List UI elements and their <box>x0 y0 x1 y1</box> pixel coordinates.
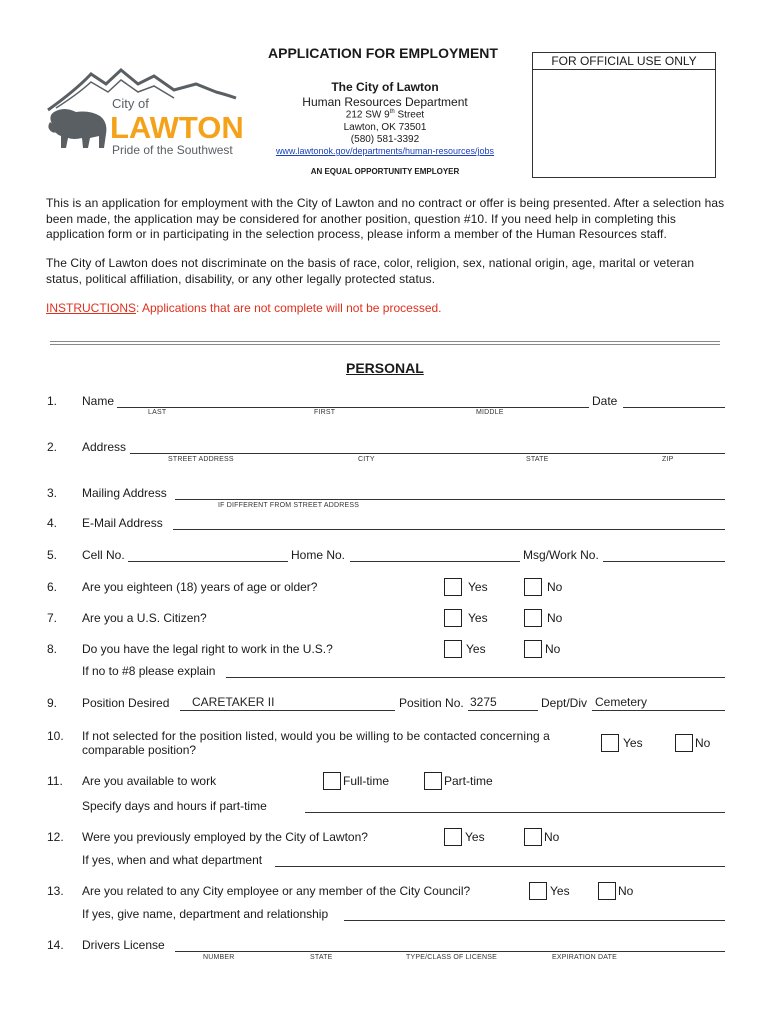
q4-label: E-Mail Address <box>82 516 163 530</box>
q1-label: Name <box>82 394 115 408</box>
logo-tagline: Pride of the Southwest <box>112 143 233 157</box>
home-label: Home No. <box>291 548 346 562</box>
sub-license-state: STATE <box>310 954 333 961</box>
q7-label: Are you a U.S. Citizen? <box>82 611 207 625</box>
q10-no-checkbox[interactable] <box>675 734 693 752</box>
q7-no-checkbox[interactable] <box>524 609 542 627</box>
q12-label: Were you previously employed by the City of Lawton? <box>82 830 368 844</box>
street: 212 SW 9 <box>345 109 390 121</box>
q12-followup-label: If yes, when and what department <box>82 853 263 867</box>
position-desired-label: Position Desired <box>82 696 170 710</box>
position-no-label: Position No. <box>399 696 464 710</box>
q3-number: 3. <box>47 486 58 500</box>
address-field[interactable] <box>130 453 725 454</box>
q6-yes-label: Yes <box>468 580 488 594</box>
q14-label: Drivers License <box>82 938 165 952</box>
instructions-label: INSTRUCTIONS <box>46 301 136 315</box>
home-field[interactable] <box>350 561 520 562</box>
q10-no-label: No <box>695 736 711 750</box>
dept-div-value: Cemetery <box>595 695 648 709</box>
q8-explain-label: If no to #8 please explain <box>82 664 216 678</box>
q11-number: 11. <box>47 774 63 788</box>
q13-label: Are you related to any City employee or any member of the City Council? <box>82 884 471 898</box>
q2-label: Address <box>82 440 127 454</box>
logo-lawton: LAWTON <box>110 110 244 145</box>
sub-street: STREET ADDRESS <box>168 456 234 463</box>
q12-no-label: No <box>544 830 560 844</box>
work-label: Msg/Work No. <box>523 548 599 562</box>
q8-no-checkbox[interactable] <box>524 640 542 658</box>
street-address <box>260 109 510 120</box>
sub-city: CITY <box>358 456 375 463</box>
email-field[interactable] <box>173 529 725 530</box>
q14-number: 14. <box>47 938 64 952</box>
sub-license-type: TYPE/CLASS OF LICENSE <box>406 954 497 961</box>
work-field[interactable] <box>603 561 725 562</box>
city-state-zip: Lawton, OK 73501 <box>343 122 427 133</box>
dept-div-label: Dept/Div <box>541 696 588 710</box>
position-no-field[interactable] <box>468 710 538 711</box>
q10-number: 10. <box>47 729 64 743</box>
q13-yes-checkbox[interactable] <box>529 882 547 900</box>
q11-label: Are you available to work <box>82 774 217 788</box>
fulltime-label: Full-time <box>343 774 390 788</box>
intro-paragraph-2: The City of Lawton does not discriminate on the basis of race, color, religion, sex, national origin, age, marital or veteran status, political affiliation, disability, or any other legally protected status. <box>46 256 695 286</box>
bison-icon <box>48 109 106 148</box>
q6-no-label: No <box>547 580 563 594</box>
official-use-label: FOR OFFICIAL USE ONLY <box>533 53 715 70</box>
q7-number: 7. <box>47 611 58 625</box>
intro-paragraph-1: This is an application for employment with the City of Lawton and no contract or offer is being presented. After a selection has been made, the application may be considered for another position, question #10. If you need help in completing this application form or in participating in the selection process, please inform a member of the Human Resources staff. <box>46 196 725 241</box>
mailing-address-field[interactable] <box>175 499 725 500</box>
q7-yes-checkbox[interactable] <box>444 609 462 627</box>
official-use-box <box>532 52 716 178</box>
position-desired-field[interactable] <box>180 710 395 711</box>
q5-number: 5. <box>47 548 58 562</box>
cell-field[interactable] <box>128 561 288 562</box>
q10-line1: If not selected for the position listed, would you be willing to be contacted concerning a <box>82 729 550 743</box>
q7-no-label: No <box>547 611 563 625</box>
drivers-license-field[interactable] <box>175 951 725 952</box>
q12-no-checkbox[interactable] <box>524 828 542 846</box>
date-field[interactable] <box>623 407 725 408</box>
q1-number: 1. <box>47 394 58 408</box>
dept-div-field[interactable] <box>592 710 725 711</box>
q8-number: 8. <box>47 642 58 656</box>
instructions-text: : Applications that are not complete will not be processed. <box>136 301 442 315</box>
sub-first: FIRST <box>314 409 336 416</box>
section-divider <box>50 341 720 345</box>
q6-label: Are you eighteen (18) years of age or older? <box>82 580 318 594</box>
q4-number: 4. <box>47 516 58 530</box>
sub-state: STATE <box>526 456 549 463</box>
sub-mailing: IF DIFFERENT FROM STREET ADDRESS <box>218 502 360 509</box>
parttime-checkbox[interactable] <box>424 772 442 790</box>
q13-number: 13. <box>47 884 64 898</box>
department: Human Resources Department <box>302 95 468 109</box>
cell-label: Cell No. <box>82 548 125 562</box>
parttime-specify-field[interactable] <box>305 812 725 813</box>
q8-yes-label: Yes <box>466 642 486 656</box>
q10-yes-checkbox[interactable] <box>601 734 619 752</box>
q10-yes-label: Yes <box>623 736 643 750</box>
q13-followup-field[interactable] <box>344 920 725 921</box>
q8-no-label: No <box>545 642 561 656</box>
section-title-personal: PERSONAL <box>346 360 424 376</box>
parttime-specify-label: Specify days and hours if part-time <box>82 799 267 813</box>
street-sup: th <box>389 109 395 115</box>
sub-license-exp: EXPIRATION DATE <box>552 954 617 961</box>
org-name: The City of Lawton <box>331 80 439 94</box>
instructions <box>46 301 442 315</box>
eeo-statement: AN EQUAL OPPORTUNITY EMPLOYER <box>310 167 460 176</box>
position-no-value: 3275 <box>470 695 497 709</box>
phone: (580) 581-3392 <box>350 134 420 145</box>
q13-followup-label: If yes, give name, department and relationship <box>82 907 329 921</box>
q6-number: 6. <box>47 580 58 594</box>
q10-line2: comparable position? <box>82 743 197 757</box>
name-field[interactable] <box>117 407 589 408</box>
jobs-link[interactable]: www.lawtonok.gov/departments/human-resources/jobs <box>275 146 495 156</box>
city-of-lawton-logo <box>46 62 246 157</box>
sub-last: LAST <box>148 409 167 416</box>
q3-label: Mailing Address <box>82 486 167 500</box>
parttime-label: Part-time <box>444 774 493 788</box>
q12-followup-field[interactable] <box>275 866 725 867</box>
q12-yes-label: Yes <box>465 830 485 844</box>
date-label: Date <box>592 394 618 408</box>
q13-no-checkbox[interactable] <box>598 882 616 900</box>
q8-explain-field[interactable] <box>226 677 725 678</box>
position-desired-value: CARETAKER II <box>192 695 275 709</box>
fulltime-checkbox[interactable] <box>323 772 341 790</box>
sub-license-number: NUMBER <box>203 954 235 961</box>
q6-no-checkbox[interactable] <box>524 578 542 596</box>
q8-yes-checkbox[interactable] <box>444 640 462 658</box>
q2-number: 2. <box>47 440 58 454</box>
sub-zip: ZIP <box>662 456 674 463</box>
q13-yes-label: Yes <box>550 884 570 898</box>
q13-no-label: No <box>618 884 634 898</box>
q6-yes-checkbox[interactable] <box>444 578 462 596</box>
sub-middle: MIDDLE <box>476 409 504 416</box>
q12-yes-checkbox[interactable] <box>444 828 462 846</box>
q12-number: 12. <box>47 830 64 844</box>
q8-label: Do you have the legal right to work in the U.S.? <box>82 642 333 656</box>
form-title: APPLICATION FOR EMPLOYMENT <box>268 45 498 61</box>
q7-yes-label: Yes <box>468 611 488 625</box>
street-suffix: Street <box>394 109 425 121</box>
q9-number: 9. <box>47 696 58 710</box>
logo-city-of: City of <box>112 96 149 111</box>
